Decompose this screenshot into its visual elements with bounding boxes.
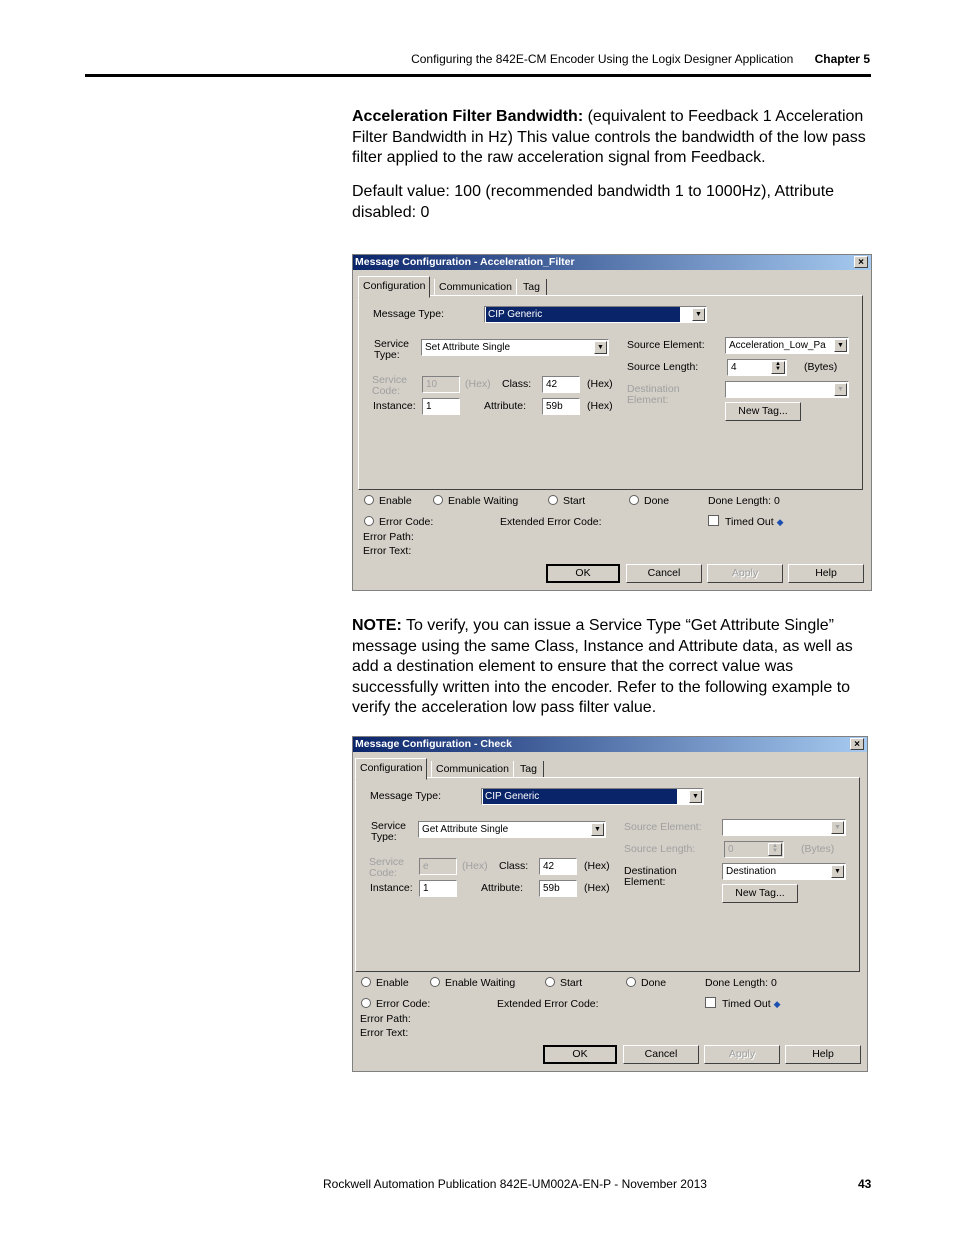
help-button[interactable]: Help: [788, 564, 864, 583]
apply-button: Apply: [707, 564, 783, 583]
source-element-label: Source Element:: [627, 339, 705, 351]
message-configuration-dialog-check: [352, 736, 868, 1072]
message-type-value: CIP Generic: [486, 307, 680, 322]
close-icon[interactable]: ×: [854, 256, 868, 268]
message-configuration-dialog-acceleration-filter: [352, 254, 872, 591]
instance-input[interactable]: 1: [422, 398, 460, 415]
source-length-input: 0 ▲ ▼: [724, 841, 784, 858]
radio-indicator-icon: [548, 495, 558, 505]
source-length-label: Source Length:: [627, 361, 699, 373]
source-element-select: [722, 819, 846, 836]
note-label: NOTE:: [352, 617, 402, 634]
header-chapter: Chapter 5: [814, 52, 870, 66]
status-done: Done: [629, 495, 669, 507]
extended-error-code-label: Extended Error Code:: [497, 998, 599, 1010]
tab-tag[interactable]: Tag: [516, 279, 547, 295]
message-type-value: CIP Generic: [483, 789, 677, 804]
status-start: Start: [548, 495, 585, 507]
cancel-button[interactable]: Cancel: [626, 564, 702, 583]
arrow-left-icon: ◆: [773, 999, 781, 1009]
source-element-value: Acceleration_Low_Pa: [729, 340, 826, 351]
destination-element-select[interactable]: [722, 863, 846, 880]
radio-indicator-icon: [433, 495, 443, 505]
service-type-select[interactable]: [421, 339, 609, 356]
attribute-label: Attribute:: [484, 400, 527, 412]
class-hex-label: (Hex): [584, 860, 610, 872]
status-done: Done: [626, 977, 666, 989]
source-length-input[interactable]: 4 ▲ ▼: [727, 359, 787, 376]
source-length-label: Source Length:: [624, 843, 696, 855]
service-type-label: Service Type:: [374, 338, 410, 361]
message-type-label: Message Type:: [373, 308, 445, 320]
service-code-input: e: [419, 858, 457, 875]
service-code-label: Service Code:: [372, 374, 408, 397]
status-enable: Enable: [364, 495, 412, 507]
radio-indicator-icon: [430, 977, 440, 987]
dropdown-arrow-icon: ▼: [831, 821, 844, 834]
new-tag-button[interactable]: New Tag...: [722, 884, 798, 903]
destination-element-select: [725, 381, 849, 398]
instance-label: Instance:: [373, 400, 416, 412]
dialog-title-bar: [353, 255, 871, 270]
done-length: Done Length: 0: [708, 495, 780, 507]
destination-element-value: Destination: [726, 866, 777, 877]
radio-indicator-icon: [361, 998, 371, 1008]
error-text-label: Error Text:: [360, 1027, 409, 1039]
destination-element-label: Destination Element:: [624, 865, 677, 888]
error-path-label: Error Path:: [363, 531, 414, 543]
new-tag-button[interactable]: New Tag...: [725, 402, 801, 421]
message-type-select[interactable]: [484, 306, 707, 323]
running-header: [411, 52, 870, 66]
radio-indicator-icon: [364, 516, 374, 526]
attribute-input[interactable]: 59b: [539, 880, 577, 897]
ok-button[interactable]: OK: [543, 1045, 617, 1064]
done-length: Done Length: 0: [705, 977, 777, 989]
ok-button[interactable]: OK: [546, 564, 620, 583]
timed-out-checkbox[interactable]: Timed Out ◆: [708, 515, 784, 528]
default-value-paragraph: Default value: 100 (recommended bandwidth 1 to 1000Hz), Attribute disabled: 0: [352, 183, 835, 221]
radio-indicator-icon: [364, 495, 374, 505]
class-input[interactable]: 42: [542, 376, 580, 393]
attribute-hex-label: (Hex): [584, 882, 610, 894]
tab-configuration[interactable]: Configuration: [358, 276, 430, 298]
page-number: 43: [858, 1177, 872, 1191]
header-section-title: Configuring the 842E-CM Encoder Using the Logix Designer Application: [411, 52, 794, 66]
spin-arrows-icon: ▲ ▼: [768, 843, 782, 856]
radio-indicator-icon: [545, 977, 555, 987]
dropdown-arrow-icon[interactable]: ▼: [594, 341, 607, 354]
intro-paragraph: [352, 107, 877, 169]
source-element-select[interactable]: [725, 337, 849, 354]
intro-term: Acceleration Filter Bandwidth:: [352, 108, 584, 125]
tab-tag[interactable]: Tag: [513, 761, 544, 777]
footer-publication: Rockwell Automation Publication 842E-UM002A-EN-P - November 2013: [323, 1177, 707, 1191]
error-text-label: Error Text:: [363, 545, 412, 557]
radio-indicator-icon: [629, 495, 639, 505]
cancel-button[interactable]: Cancel: [623, 1045, 699, 1064]
dialog-title: Message Configuration - Check: [355, 738, 512, 750]
status-enable-waiting: Enable Waiting: [433, 495, 518, 507]
intro-text: (equivalent to Feedback 1 Acceleration Filter Bandwidth in Hz) This value controls the bandwidth of the low pass filter applied to the raw acceleration signal from Feedback.: [352, 108, 866, 166]
message-type-select[interactable]: [481, 788, 704, 805]
configuration-panel: [358, 295, 863, 490]
dropdown-arrow-icon: ▼: [834, 383, 847, 396]
bytes-label: (Bytes): [804, 361, 838, 373]
service-code-input: 10: [422, 376, 460, 393]
dropdown-arrow-icon[interactable]: ▼: [689, 790, 702, 803]
service-type-value: Get Attribute Single: [422, 824, 509, 835]
class-label: Class:: [499, 860, 529, 872]
service-code-label: Service Code:: [369, 856, 405, 879]
instance-label: Instance:: [370, 882, 413, 894]
message-type-label: Message Type:: [370, 790, 442, 802]
tab-configuration[interactable]: Configuration: [355, 758, 427, 780]
status-enable: Enable: [361, 977, 409, 989]
dropdown-arrow-icon[interactable]: ▼: [591, 823, 604, 836]
source-element-label: Source Element:: [624, 821, 702, 833]
class-label: Class:: [502, 378, 532, 390]
attribute-hex-label: (Hex): [587, 400, 613, 412]
configuration-panel: [355, 777, 860, 972]
checkbox-box-icon[interactable]: [705, 997, 716, 1008]
close-icon[interactable]: ×: [850, 738, 864, 750]
apply-button: Apply: [704, 1045, 780, 1064]
dropdown-arrow-icon[interactable]: ▼: [831, 865, 844, 878]
service-type-value: Set Attribute Single: [425, 342, 511, 353]
status-error-code: Error Code:: [361, 998, 430, 1010]
status-error-code: Error Code:: [364, 516, 433, 528]
class-input[interactable]: 42: [539, 858, 577, 875]
note-text: To verify, you can issue a Service Type “Get Attribute Single” message using the same Class, Instance and Attribute data, as well as add a destination element to ensure that the correct value was successfully written into the encoder. Refer to the following example to verify the acceleration low pass filter value.: [352, 617, 853, 716]
service-type-label: Service Type:: [371, 820, 407, 843]
bytes-label: (Bytes): [801, 843, 835, 855]
help-button[interactable]: Help: [785, 1045, 861, 1064]
status-start: Start: [545, 977, 582, 989]
error-path-label: Error Path:: [360, 1013, 411, 1025]
checkbox-box-icon[interactable]: [708, 515, 719, 526]
instance-input[interactable]: 1: [419, 880, 457, 897]
attribute-input[interactable]: 59b: [542, 398, 580, 415]
attribute-label: Attribute:: [481, 882, 524, 894]
dialog-title: Message Configuration - Acceleration_Filter: [355, 256, 575, 268]
spin-arrows-icon[interactable]: ▲ ▼: [771, 361, 785, 374]
timed-out-checkbox[interactable]: Timed Out ◆: [705, 997, 781, 1010]
service-code-hex-label: (Hex): [465, 378, 491, 390]
radio-indicator-icon: [361, 977, 371, 987]
class-hex-label: (Hex): [587, 378, 613, 390]
header-rule: [85, 74, 871, 77]
extended-error-code-label: Extended Error Code:: [500, 516, 602, 528]
dropdown-arrow-icon[interactable]: ▼: [692, 308, 705, 321]
destination-element-label: Destination Element:: [627, 383, 680, 406]
note-paragraph: [352, 616, 877, 719]
radio-indicator-icon: [626, 977, 636, 987]
dropdown-arrow-icon[interactable]: ▼: [834, 339, 847, 352]
service-type-select[interactable]: [418, 821, 606, 838]
service-code-hex-label: (Hex): [462, 860, 488, 872]
tab-communication[interactable]: Communication: [431, 761, 514, 777]
status-enable-waiting: Enable Waiting: [430, 977, 515, 989]
arrow-left-icon: ◆: [776, 517, 784, 527]
tab-communication[interactable]: Communication: [434, 279, 517, 295]
dialog-title-bar: [353, 737, 867, 752]
